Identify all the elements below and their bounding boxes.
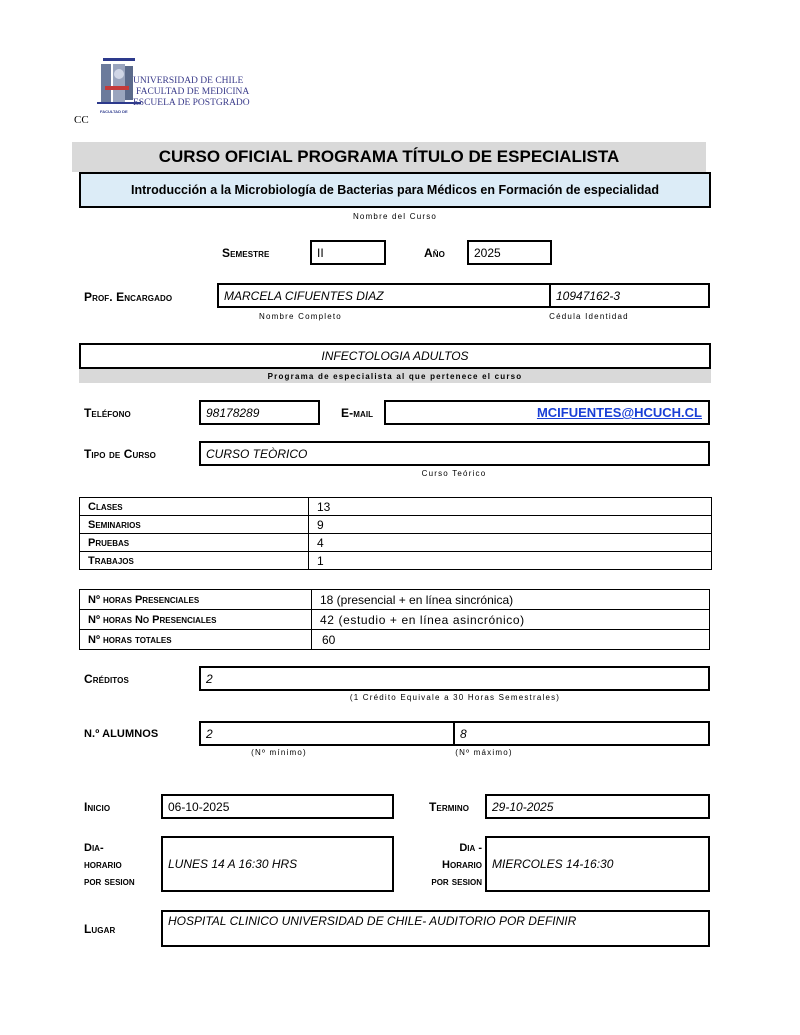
email-link[interactable]: MCIFUENTES@HCUCH.CL — [536, 405, 702, 420]
credits-field[interactable]: 2 — [199, 666, 710, 691]
activity-label: Clases — [80, 498, 309, 516]
semester-field[interactable]: II — [310, 240, 386, 265]
phone-field[interactable]: 98178289 — [199, 400, 320, 425]
school-line: ESCUELA DE POSTGRADO — [133, 98, 250, 108]
table-row — [80, 516, 712, 534]
professor-id-caption: Cédula Identidad — [549, 312, 629, 321]
program-field[interactable] — [79, 343, 711, 369]
course-name: Introducción a la Microbiología de Bacterias para Médicos en Formación de especialidad — [131, 183, 659, 197]
end-field[interactable]: 29-10-2025 — [485, 794, 710, 819]
logo-caption: FACULTAD DE — [100, 109, 128, 114]
activity-value[interactable]: 9 — [309, 516, 712, 534]
table-row — [80, 552, 712, 570]
institution-name — [133, 76, 250, 109]
activity-value[interactable]: 1 — [309, 552, 712, 570]
students-max-caption: (Nº máximo) — [455, 748, 513, 757]
hours-label: Nº horas No Presenciales — [80, 610, 312, 630]
hours-value[interactable]: 42 (estudio + en línea asincrónico) — [312, 610, 710, 630]
end-label: Termino — [429, 800, 470, 814]
professor-name-caption: Nombre Completo — [259, 312, 342, 321]
table-row — [80, 630, 710, 650]
schedule-left-label-line: por sesion — [84, 876, 135, 888]
professor-id-field[interactable]: 10947162-3 — [549, 283, 710, 308]
table-row — [80, 590, 710, 610]
table-row — [80, 610, 710, 630]
hours-value[interactable]: 60 — [312, 630, 710, 650]
schedule-right-label-line: por sesion — [431, 876, 482, 888]
schedule-left-field[interactable]: LUNES 14 A 16:30 HRS — [161, 836, 394, 892]
hours-label: Nº horas totales — [80, 630, 312, 650]
program-value: INFECTOLOGIA ADULTOS — [321, 349, 469, 363]
program-caption-text: Programa de especialista al que pertenece el curso — [267, 371, 523, 381]
schedule-right-label-line: Horario — [442, 859, 482, 871]
faculty-line: FACULTAD DE MEDICINA — [136, 87, 250, 97]
phone-label: Teléfono — [84, 406, 131, 420]
credits-caption: (1 Crédito Equivale a 30 Horas Semestrales) — [349, 693, 561, 702]
credits-label: Créditos — [84, 672, 129, 686]
activity-label: Seminarios — [80, 516, 309, 534]
start-label: Inicio — [84, 800, 111, 814]
course-name-caption: Nombre del Curso — [352, 212, 438, 221]
students-min-caption: (Nº mínimo) — [251, 748, 307, 757]
activity-value[interactable]: 4 — [309, 534, 712, 552]
activity-value[interactable]: 13 — [309, 498, 712, 516]
schedule-right-field[interactable]: MIERCOLES 14-16:30 — [485, 836, 710, 892]
schedule-left-label — [84, 840, 135, 891]
start-field[interactable]: 06-10-2025 — [161, 794, 394, 819]
students-max-field[interactable]: 8 — [453, 721, 710, 746]
professor-label: Prof. Encargado — [84, 290, 173, 304]
year-label: Año — [424, 246, 445, 260]
hours-value[interactable]: 18 (presencial + en línea sincrónica) — [312, 590, 710, 610]
course-type-field[interactable]: CURSO TEÒRICO — [199, 441, 710, 466]
email-label: E-mail — [341, 406, 374, 420]
place-label: Lugar — [84, 922, 116, 936]
program-caption — [79, 369, 711, 383]
activity-label: Pruebas — [80, 534, 309, 552]
activities-table — [79, 497, 712, 570]
page-title-text: CURSO OFICIAL PROGRAMA TÍTULO DE ESPECIALISTA — [158, 147, 620, 166]
students-min-field[interactable]: 2 — [199, 721, 455, 746]
schedule-left-label-line: Dia- — [84, 842, 104, 854]
schedule-right-label-line: Dia - — [459, 842, 482, 854]
table-row — [80, 498, 712, 516]
activity-label: Trabajos — [80, 552, 309, 570]
email-field[interactable] — [384, 400, 710, 425]
students-label: N.º ALUMNOS — [84, 728, 159, 740]
schedule-right-label — [414, 840, 482, 891]
page-title — [72, 142, 706, 172]
table-row — [80, 534, 712, 552]
university-line: UNIVERSIDAD DE CHILE — [133, 76, 244, 86]
course-name-box — [79, 172, 711, 208]
cc-mark: CC — [74, 114, 89, 126]
hours-label: Nº horas Presenciales — [80, 590, 312, 610]
course-type-label: Tipo de Curso — [84, 447, 156, 461]
hours-table — [79, 589, 710, 650]
place-field[interactable]: HOSPITAL CLINICO UNIVERSIDAD DE CHILE- AUDITORIO POR DEFINIR — [161, 910, 710, 947]
schedule-left-label-line: horario — [84, 859, 122, 871]
semester-label: Semestre — [222, 246, 270, 260]
professor-name-field[interactable]: MARCELA CIFUENTES DIAZ — [217, 283, 551, 308]
year-field[interactable]: 2025 — [467, 240, 552, 265]
course-type-caption: Curso Teórico — [421, 469, 487, 478]
